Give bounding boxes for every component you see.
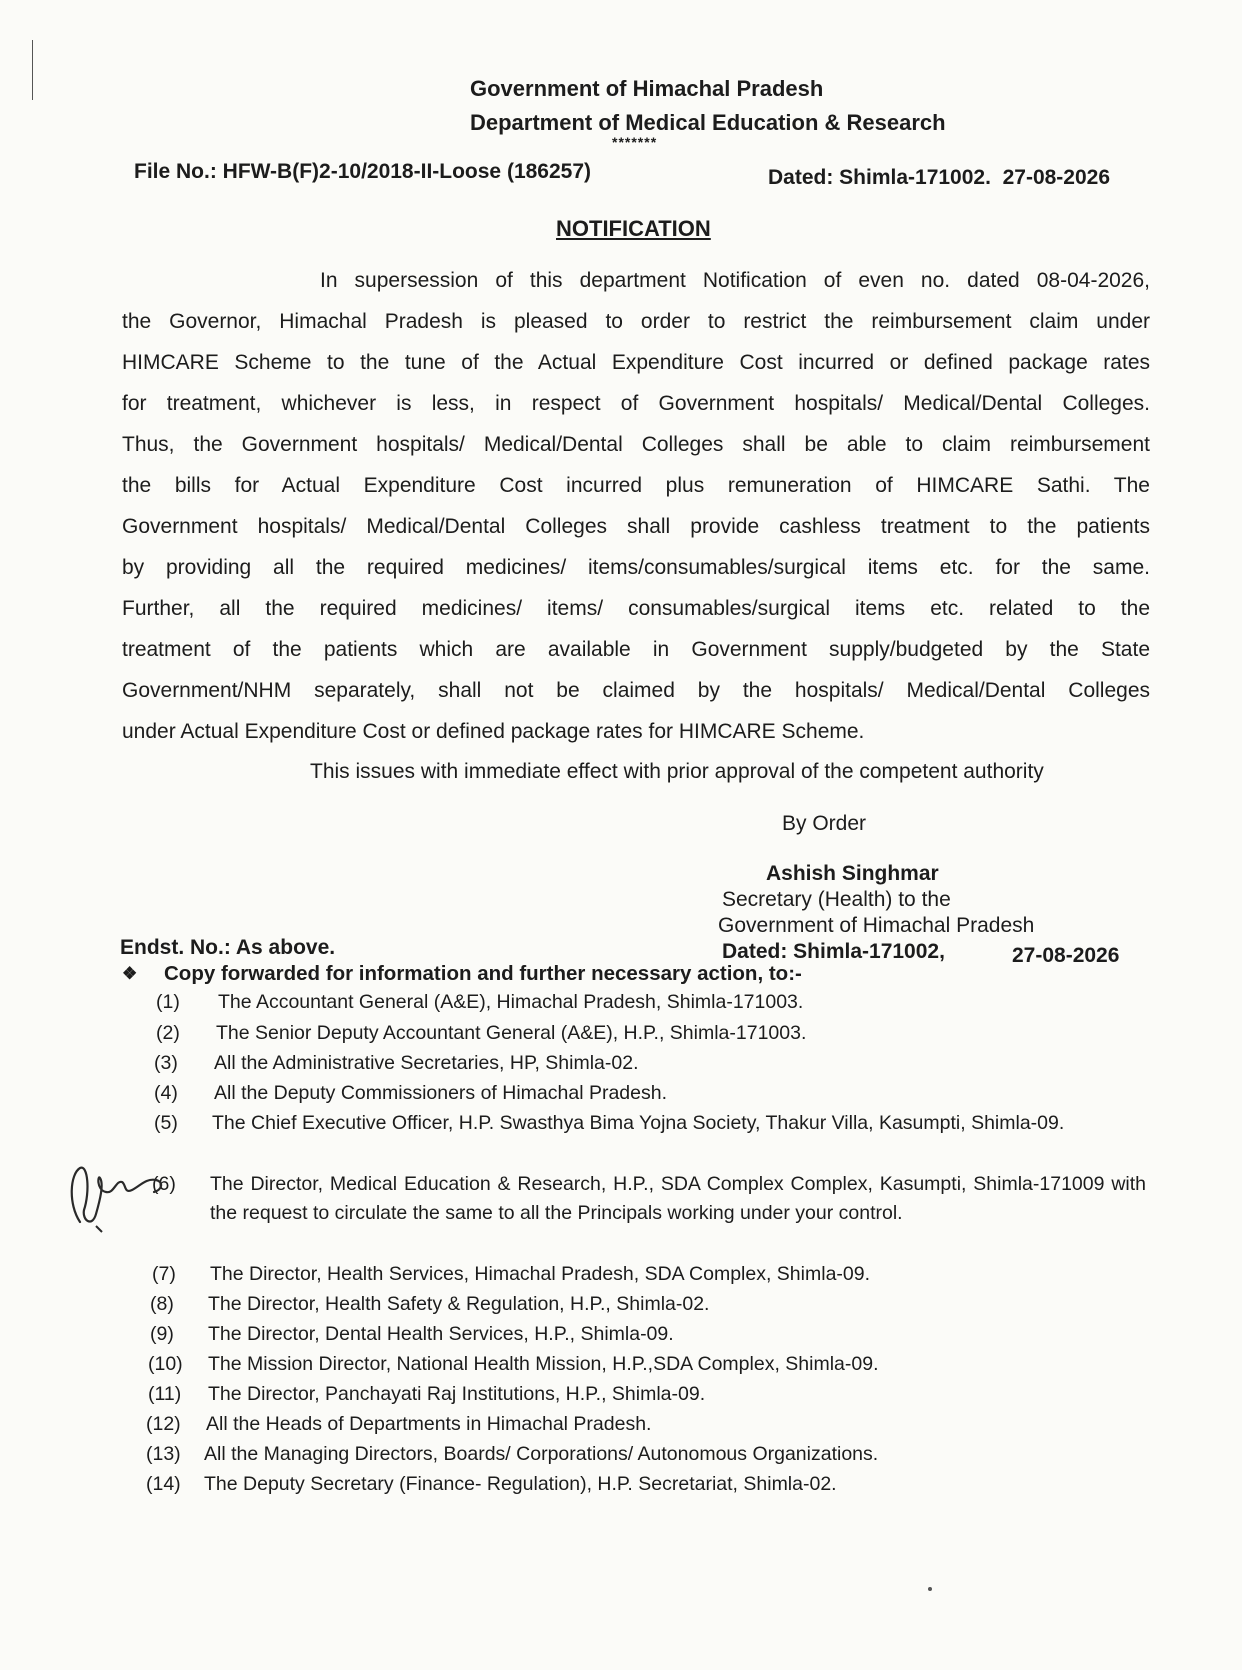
item-number: (10) [148, 1353, 183, 1375]
body-line: by providing all the required medicines/ items/consumables/surgical items etc. for the same. [122, 556, 1150, 579]
item-text: The Director, Health Safety & Regulation, H.P., Shimla-02. [208, 1293, 710, 1315]
body-line: Government/NHM separately, shall not be claimed by the hospitals/ Medical/Dental Colleges [122, 679, 1150, 702]
item-text: All the Managing Directors, Boards/ Corporations/ Autonomous Organizations. [204, 1443, 879, 1465]
item-text: All the Heads of Departments in Himachal Pradesh. [206, 1413, 652, 1435]
item-number: (5) [154, 1112, 178, 1134]
header-stars: ******* [612, 134, 658, 150]
signatory-designation: Secretary (Health) to the [722, 888, 951, 911]
item-number: (12) [146, 1413, 181, 1435]
signatory-date: 27-08-2026 [1012, 944, 1120, 967]
item-number: (3) [154, 1052, 178, 1074]
body-line: treatment of the patients which are available in Government supply/budgeted by the State [122, 638, 1150, 661]
item-number: (11) [148, 1383, 182, 1405]
item-number: (7) [152, 1263, 176, 1285]
item-number: (14) [146, 1473, 181, 1495]
item-text: The Director, Medical Education & Research, H.P., SDA Complex Complex, Kasumpti, Shimla-171009 with the request to circulate the same to all the Principals working under your control. [210, 1173, 1146, 1224]
handwritten-initials [66, 1162, 186, 1236]
item-text: The Director, Health Services, Himachal Pradesh, SDA Complex, Shimla-09. [210, 1263, 871, 1285]
item-number: (8) [150, 1293, 174, 1315]
item-text: The Senior Deputy Accountant General (A&E), H.P., Shimla-171003. [216, 1022, 807, 1044]
notification-body [122, 260, 1150, 752]
body-line: for treatment, whichever is less, in respect of Government hospitals/ Medical/Dental Colleges. [122, 392, 1150, 415]
body-line: Thus, the Government hospitals/ Medical/Dental Colleges shall be able to claim reimbursement [122, 433, 1150, 456]
item-text: The Mission Director, National Health Mission, H.P.,SDA Complex, Shimla-09. [208, 1353, 879, 1375]
copy-heading: Copy forwarded for information and further necessary action, to:- [164, 962, 802, 985]
signatory-name: Ashish Singhmar [766, 862, 939, 885]
item-number: (9) [150, 1323, 174, 1345]
body-line: under Actual Expenditure Cost or defined package rates for HIMCARE Scheme. [122, 720, 865, 743]
item-text: All the Administrative Secretaries, HP, Shimla-02. [214, 1052, 639, 1074]
item-text: The Deputy Secretary (Finance- Regulation), H.P. Secretariat, Shimla-02. [204, 1473, 837, 1495]
by-order: By Order [782, 812, 867, 835]
item-text: The Director, Panchayati Raj Institutions, H.P., Shimla-09. [208, 1383, 706, 1405]
closing-line: This issues with immediate effect with prior approval of the competent authority [310, 760, 1044, 783]
item-text: The Director, Dental Health Services, H.P., Shimla-09. [208, 1323, 674, 1345]
item-text: The Chief Executive Officer, H.P. Swasthya Bima Yojna Society, Thakur Villa, Kasumpti, Shimla-09. [212, 1112, 1065, 1134]
item-text: All the Deputy Commissioners of Himachal Pradesh. [214, 1082, 668, 1104]
body-line: Government hospitals/ Medical/Dental Colleges shall provide cashless treatment to the patients [122, 515, 1150, 538]
item-number: (4) [154, 1082, 178, 1104]
item-number: (13) [146, 1443, 181, 1465]
header-department: Department of Medical Education & Research [470, 110, 946, 135]
body-line: Further, all the required medicines/ items/ consumables/surgical items etc. related to the [122, 597, 1150, 620]
endst-number: Endst. No.: As above. [120, 936, 336, 959]
scan-dot [928, 1587, 932, 1591]
scan-edge-mark [32, 40, 33, 100]
item-number: (1) [156, 991, 180, 1013]
body-line: the bills for Actual Expenditure Cost incurred plus remuneration of HIMCARE Sathi. The [122, 474, 1150, 497]
signatory-government: Government of Himachal Pradesh [718, 914, 1035, 937]
body-line: HIMCARE Scheme to the tune of the Actual Expenditure Cost incurred or defined package rates [122, 351, 1150, 374]
item-number: (6) [152, 1173, 176, 1195]
dated-top: Dated: Shimla-171002. 27-08-2026 [768, 166, 1111, 189]
body-line: In supersession of this department Notification of even no. dated 08-04-2026, [320, 269, 1150, 292]
notification-title: NOTIFICATION [556, 216, 711, 241]
header-government: Government of Himachal Pradesh [470, 76, 824, 101]
body-line: the Governor, Himachal Pradesh is pleased to order to restrict the reimbursement claim under [122, 310, 1150, 333]
item-text: The Accountant General (A&E), Himachal Pradesh, Shimla-171003. [218, 991, 804, 1013]
item-number: (2) [156, 1022, 180, 1044]
copy-bullet: ❖ [122, 964, 138, 983]
signatory-dated: Dated: Shimla-171002, [722, 940, 945, 963]
file-number: File No.: HFW-B(F)2-10/2018-II-Loose (186257) [134, 160, 592, 183]
